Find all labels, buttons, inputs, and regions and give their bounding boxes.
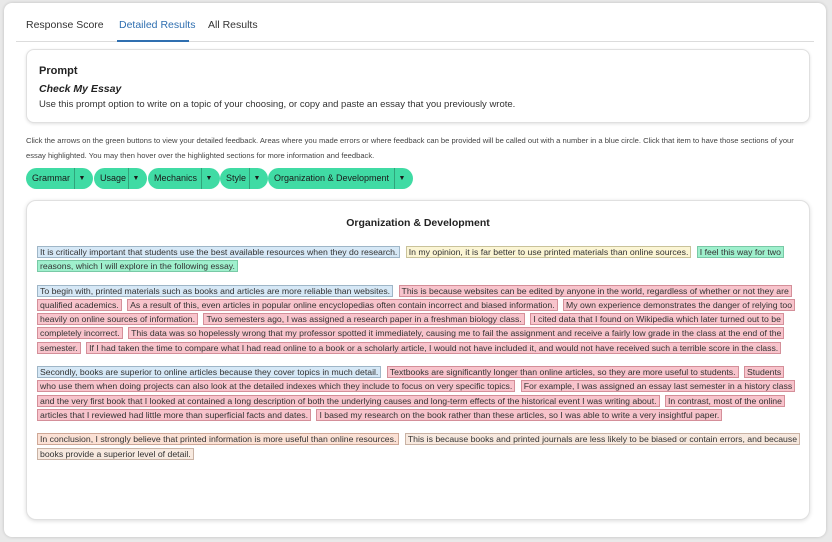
caret-down-icon[interactable]: ▼	[249, 168, 264, 189]
highlighted-sentence[interactable]: For example, I was assigned an essay last semester in a history class and the very first book that I looked at contained a long description of both the underlying causes and long-term effects of the historical event I was writing about.	[37, 380, 795, 406]
essay-paragraph	[37, 365, 799, 422]
highlighted-sentence[interactable]: This is because books and printed journals are less likely to be biased or contain errors, and because books provide a superior level of detail.	[37, 433, 800, 459]
detailed-results-card	[26, 200, 810, 520]
highlighted-sentence[interactable]: Two semesters ago, I was assigned a research paper in a freshman biology class.	[203, 313, 524, 325]
highlighted-sentence[interactable]: My own experience demonstrates the danger of relying too heavily on online sources of information.	[37, 299, 795, 325]
highlighted-sentence[interactable]: This is because websites can be edited by anyone in the world, regardless of whether or not they are qualified academics.	[37, 285, 792, 311]
caret-down-icon[interactable]: ▼	[74, 168, 89, 189]
prompt-name: Check My Essay	[39, 83, 122, 95]
tab-all-results[interactable]: All Results	[208, 19, 258, 31]
results-title: Organization & Development	[346, 217, 490, 229]
highlighted-sentence[interactable]: I based my research on the book rather than these articles, so I was able to write a very insightful paper.	[316, 409, 722, 421]
prompt-card	[26, 49, 810, 123]
mechanics-button-label: Mechanics	[154, 173, 198, 183]
grammar-button[interactable]	[26, 168, 93, 189]
highlighted-sentence[interactable]: In my opinion, it is far better to use printed materials than online sources.	[406, 246, 692, 258]
tab-response-score[interactable]: Response Score	[26, 19, 104, 31]
essay-paragraph	[37, 284, 799, 355]
highlighted-sentence[interactable]: Students who use them when doing projects can also look at the detailed indexes which they include to focus on very specific topics.	[37, 366, 784, 392]
highlighted-sentence[interactable]: As a result of this, even articles in popular online encyclopedias often contain incorrect and biased information.	[127, 299, 557, 311]
highlighted-sentence[interactable]: If I had taken the time to compare what I had read online to a book or a scholarly article, I would not have included it, and would not have received such a terrible score in the class.	[86, 342, 781, 354]
tab-detailed-results[interactable]: Detailed Results	[119, 19, 196, 31]
caret-down-icon[interactable]: ▼	[128, 168, 143, 189]
tab-bar	[16, 3, 814, 42]
caret-down-icon[interactable]: ▼	[394, 168, 409, 189]
prompt-description: Use this prompt option to write on a topic of your choosing, or copy and paste an essay that you previously wrote.	[39, 99, 516, 110]
usage-button-label: Usage	[100, 173, 127, 183]
highlighted-sentence[interactable]: To begin with, printed materials such as books and articles are more reliable than websites.	[37, 285, 393, 297]
highlighted-sentence[interactable]: I feel this way for two reasons, which I will explore in the following essay.	[37, 246, 784, 272]
essay-paragraph	[37, 245, 799, 274]
usage-button[interactable]	[94, 168, 147, 189]
highlighted-sentence[interactable]: This data was so hopelessly wrong that my professor spotted it immediately, causing me to fail the assignment and receive a fairly low grade in the class at the end of the semester.	[37, 327, 784, 353]
highlighted-sentence[interactable]: In contrast, most of the online articles that I reviewed had little more than superficial facts and dates.	[37, 395, 785, 421]
grammar-button-label: Grammar	[32, 173, 70, 183]
mechanics-button[interactable]	[148, 168, 220, 189]
highlighted-sentence[interactable]: It is critically important that students use the best available resources when they do research.	[37, 246, 400, 258]
essay-body	[37, 245, 799, 471]
caret-down-icon[interactable]: ▼	[201, 168, 216, 189]
essay-paragraph	[37, 432, 799, 461]
style-button-label: Style	[226, 173, 247, 183]
highlighted-sentence[interactable]: Secondly, books are superior to online articles because they cover topics in much detail.	[37, 366, 381, 378]
highlighted-sentence[interactable]: Textbooks are significantly longer than online articles, so they are more useful to students.	[387, 366, 739, 378]
organization-development-button-label: Organization & Development	[274, 173, 390, 183]
style-button[interactable]	[220, 168, 268, 189]
results-panel	[4, 3, 826, 537]
active-tab-indicator	[117, 40, 189, 42]
instructions-text: Click the arrows on the green buttons to view your detailed feedback. Areas where you made errors or where feedback can be provided will be called out with a number in a blue circle. Click that item to have those sections of your essay highlighted. You may then hover over the highlighted sections for more information and feedback.	[26, 136, 794, 160]
highlighted-sentence[interactable]: In conclusion, I strongly believe that printed information is more useful than online resources.	[37, 433, 399, 445]
organization-development-button[interactable]	[268, 168, 413, 189]
highlighted-sentence[interactable]: I cited data that I found on Wikipedia which later turned out to be completely incorrect.	[37, 313, 784, 339]
prompt-heading: Prompt	[39, 65, 78, 77]
